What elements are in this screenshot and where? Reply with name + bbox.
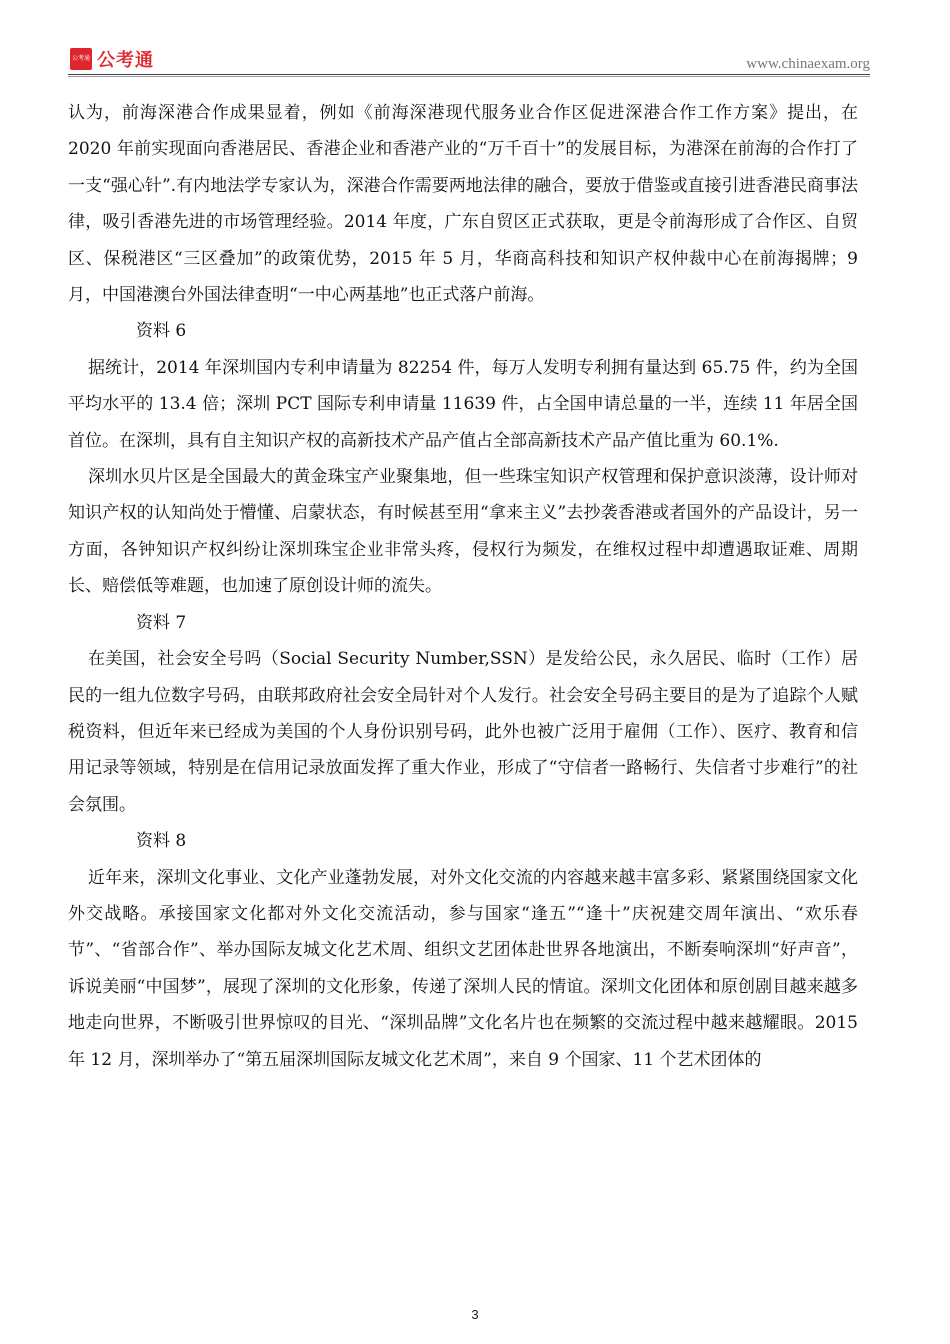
- page-header: [68, 40, 870, 76]
- section-label-6: 资料 6: [136, 321, 187, 342]
- logo-badge: 公考通: [70, 48, 92, 70]
- paragraph-ssn: 在美国，社会安全号吗（Social Security Number,SSN）是发给公民，永久居民、临时（工作）居民的一组九位数字号码，由联邦政府社会安全局针对个人发行。社会安全号码主要目的是为了追踪个人赋税资料，但近年来已经成为美国的个人身份识别号码，此外也被广泛用于雇佣（工作）、医疗、教育和信用记录等领域，特别是在信用记录放面发挥了重大作业，形成了“守信者一路畅行、失信者寸步难行”的社会氛围。: [68, 649, 858, 815]
- site-url[interactable]: www.chinaexam.org: [746, 56, 870, 72]
- section-label-7: 资料 7: [136, 612, 187, 633]
- paragraph-jewelry: 深圳水贝片区是全国最大的黄金珠宝产业聚集地，但一些珠宝知识产权管理和保护意识淡薄，设计师对知识产权的认知尚处于懵懂、启蒙状态，有时候甚至用“拿来主义”去抄袭香港或者国外的产品设计，另一方面，各钟知识产权纠纷让深圳珠宝企业非常头疼，侵权行为频发，在维权过程中却遭遇取证难、周期长、赔偿低等难题，也加速了原创设计师的流失。: [68, 467, 858, 597]
- paragraph-statistics: 据统计，2014 年深圳国内专利申请量为 82254 件，每万人发明专利拥有量达到 65.75 件，约为全国平均水平的 13.4 倍；深圳 PCT 国际专利申请量 11639 件，占全国申请总量的一半，连续 11 年居全国首位。在深圳，具有自主知识产权的高新技术产品产值占全部高新技术产品产值比重为 60.1%.: [68, 357, 858, 451]
- header-divider-secondary: [68, 76, 870, 77]
- paragraph-intro: 认为，前海深港合作成果显着，例如《前海深港现代服务业合作区促进深港合作工作方案》提出，在 2020 年前实现面向香港居民、香港企业和香港产业的“万千百十”的发展目标，为港深在前海的合作打了一支“强心针”.有内地法学专家认为，深港合作需要两地法律的融合，要放于借鉴或直接引进香港民商事法律，吸引香港先进的市场管理经验。2014 年度，广东自贸区正式获取，更是令前海形成了合作区、自贸区、保税港区“三区叠加”的政策优势，2015 年 5 月，华商高科技和知识产权仲裁中心在前海揭牌；9 月，中国港澳台外国法律查明“一中心两基地”也正式落户前海。: [68, 103, 858, 306]
- header-divider: [68, 74, 870, 75]
- page-number: 3: [471, 1307, 479, 1322]
- document-body: [68, 95, 858, 1078]
- paragraph-culture: 近年来，深圳文化事业、文化产业蓬勃发展，对外文化交流的内容越来越丰富多彩、紧紧围绕国家文化外交战略。承接国家文化都对外文化交流活动，参与国家“逢五”“逢十”庆祝建交周年演出、“欢乐春节”、“省部合作”、举办国际友城文化艺术周、组织文艺团体赴世界各地演出，不断奏响深圳“好声音”，诉说美丽“中国梦”，展现了深圳的文化形象，传递了深圳人民的情谊。深圳文化团体和原创剧目越来越多地走向世界，不断吸引世界惊叹的目光、“深圳品牌”文化名片也在频繁的交流过程中越来越耀眼。2015 年 12 月，深圳举办了“第五届深圳国际友城文化艺术周”，来自 9 个国家、11 个艺术团体的: [68, 867, 858, 1070]
- section-label-8: 资料 8: [136, 831, 187, 852]
- logo-text: 公考通: [97, 50, 154, 71]
- brand-logo: [70, 46, 154, 72]
